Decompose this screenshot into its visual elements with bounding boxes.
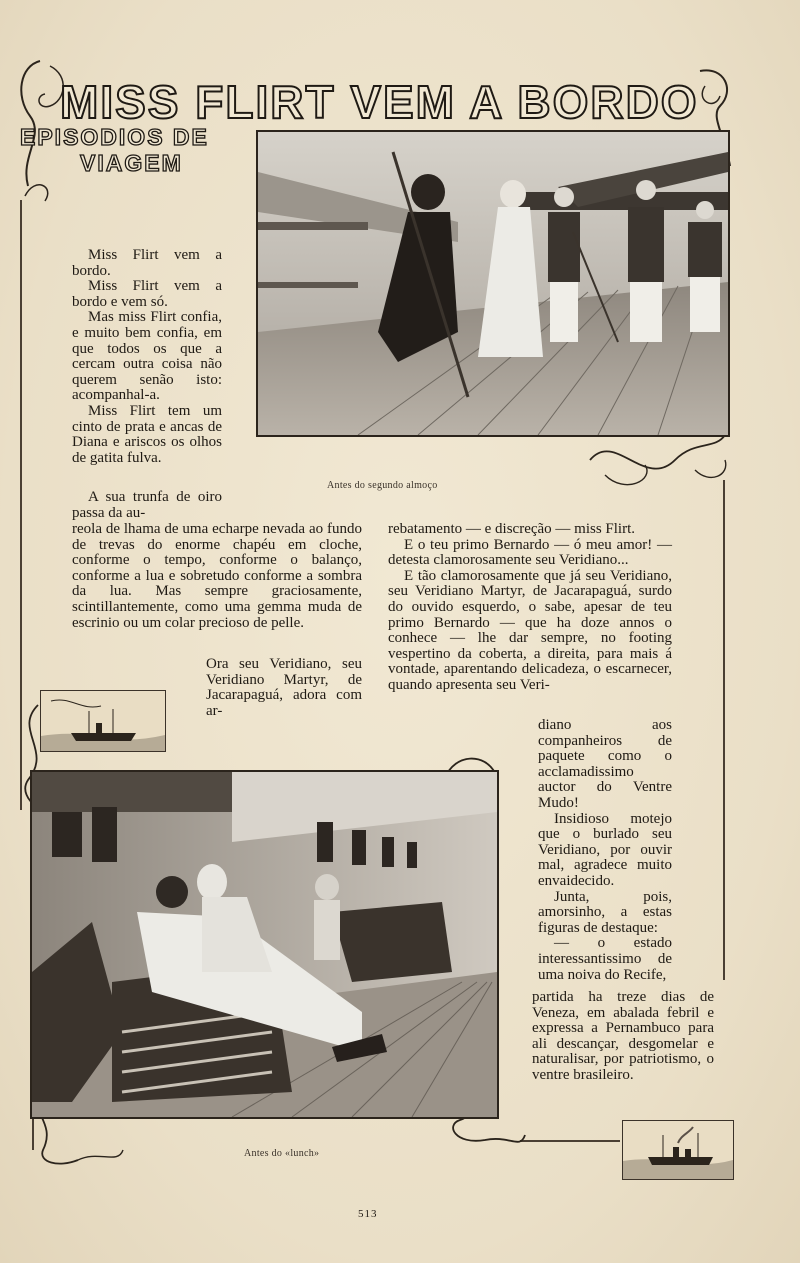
paragraph: — o estado interessantissimo de uma noiva do Recife, — [538, 935, 672, 983]
subtitle-line-1: EPISODIOS DE — [20, 124, 209, 150]
frame-bottom-line — [520, 1140, 620, 1142]
text-column-right-top — [388, 522, 672, 694]
text-column-right-bottom — [532, 990, 714, 1084]
paragraph: Insidioso motejo que o burlado seu Veridiano, por ouvir mal, agradece muito envaidecido. — [538, 810, 672, 889]
photo-deck-chairs — [30, 770, 499, 1119]
photo-deck-game — [256, 130, 730, 437]
paragraph: Mas miss Flirt confia, e muito bem confia, em que todos os que a cercam outra coisa não querem senão isto: acompanhal-a. — [72, 309, 222, 404]
photo-caption-top: Antes do segundo almoço — [327, 480, 438, 491]
text-column-wide — [72, 522, 362, 631]
paragraph: rebatamento — e discreção — miss Flirt. — [388, 521, 636, 537]
paragraph: diano aos companheiros de paquete como o acclamadissimo auctor do Ventre Mudo! — [538, 717, 672, 811]
paragraph: Junta, pois, amorsinho, a estas figuras de destaque: — [538, 888, 672, 936]
page-number: 513 — [358, 1208, 378, 1220]
frame-right-line — [723, 480, 725, 980]
paragraph: Miss Flirt tem um cinto de prata e ancas de Diana e ariscos os olhos de gatita fulva. — [72, 402, 222, 466]
paragraph: E tão clamorosamente que já seu Veridiano, seu Veridiano Martyr, de Jacarapaguá, surdo do ouvido esquerdo, o sabe, apesar de teu primo Bernardo — que ha doze annos o conhece — lhe dar sempre, no footing vespertino da coberta, a direita, para mais á vontade, aparentando delicadeza, o escarnecer, quando apresenta seu Veri- — [388, 567, 672, 693]
article-subtitle — [20, 124, 209, 176]
ship-vignette-right — [622, 1120, 734, 1180]
paragraph: partida ha treze dias de Veneza, em abalada febril e expressa a Pernambuco para ali descançar, desgomelar e naturalisar, por patriotismo, o ventre brasileiro. — [532, 989, 714, 1083]
article-title: MISS FLIRT VEM A BORDO — [60, 76, 699, 128]
paragraph: Ora seu Veridiano, seu Veridiano Martyr, de Jacarapaguá, adora com ar- — [206, 656, 362, 719]
text-trunfa — [72, 490, 222, 521]
ship-vignette-left — [40, 690, 166, 752]
text-column-left — [72, 248, 222, 466]
subtitle-line-2: VIAGEM — [80, 150, 183, 176]
paragraph: Miss Flirt vem a bordo. — [72, 247, 222, 279]
paragraph: E o teu primo Bernardo — ó meu amor! — detesta clamorosamente seu Veridiano... — [388, 536, 672, 569]
paragraph: reola de lhama de uma echarpe nevada ao fundo de trevas do enorme chapéu em cloche, conforme o tempo, conforme o balanço, conforme a lua e sobretudo conforme a sombra da lua. Mas sempre graciosamente, scintillantemente, como uma gemma muda de escrinio ou um colar precioso de pelle. — [72, 521, 362, 631]
paragraph: Miss Flirt vem a bordo e vem só. — [72, 278, 222, 310]
text-ora — [206, 657, 362, 719]
photo-caption-bottom: Antes do «lunch» — [244, 1148, 320, 1159]
paragraph: A sua trunfa de oiro passa da au- — [72, 489, 222, 521]
text-column-right-narrow — [538, 718, 672, 983]
